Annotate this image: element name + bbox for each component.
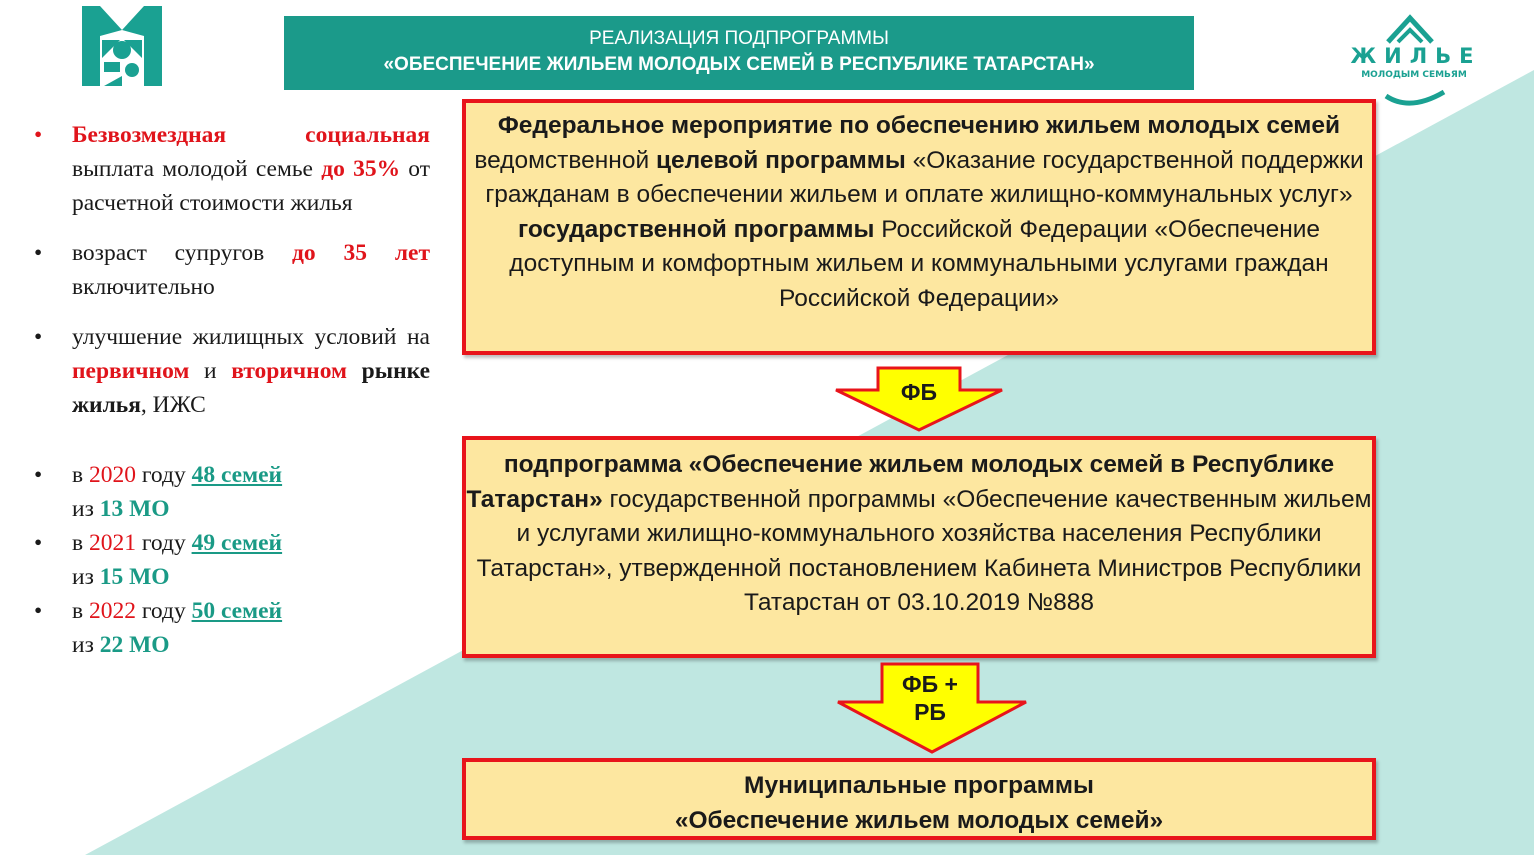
federal-program-box: Федеральное мероприятие по обеспечению жильем молодых семей ведомственной целевой программы «Оказание государственной поддержки гражданам в обеспечении жильем и оплате жилищно-коммунальных услуг» государственной программы Российской Федерации «Обеспечение доступным и комфортным жильем и коммунальными услугами граждан Российской Федерации» xyxy=(462,99,1376,355)
arrow-label-fb: ФБ xyxy=(900,379,938,405)
slide-header xyxy=(284,16,1194,90)
ministry-logo-icon xyxy=(82,6,162,86)
municipal-programs-box: Муниципальные программы «Обеспечение жильем молодых семей» xyxy=(462,758,1376,840)
bullet-marker: • xyxy=(34,324,43,350)
zhilie-logo xyxy=(1346,4,1486,112)
bullet-marker: • xyxy=(34,240,43,266)
bullet-marker: • xyxy=(34,530,43,556)
bullet-year-2022: • в 2022 году 50 семей из 22 МО xyxy=(30,594,430,662)
header-line-1: РЕАЛИЗАЦИЯ ПОДПРОГРАММЫ xyxy=(589,28,889,49)
logo-subtitle: МОЛОДЫМ СЕМЬЯМ xyxy=(1361,70,1467,80)
republic-subprogram-box: подпрограмма «Обеспечение жильем молодых семей в Республике Татарстан» государственной программы «Обеспечение качественным жильем и услугами жилищно-коммунального хозяйства населения Республики Татарстан», утвержденной постановлением Кабинета Министров Республики Татарстан от 03.10.2019 №888 xyxy=(462,436,1376,658)
arrow-label-fb-rb: ФБ + РБ xyxy=(902,671,958,725)
bullet-marker: • xyxy=(34,462,43,488)
bullet-housing-improvement: • улучшение жилищных условий на первичном и вторичном рынке жилья, ИЖС xyxy=(30,320,430,422)
logo-title: ЖИЛЬЕ xyxy=(1350,44,1482,68)
bullet-year-2021: • в 2021 году 49 семей из 15 МО xyxy=(30,526,430,594)
header-line-2: «ОБЕСПЕЧЕНИЕ ЖИЛЬЕМ МОЛОДЫХ СЕМЕЙ В РЕСПУБЛИКЕ ТАТАРСТАН» xyxy=(383,54,1095,75)
bullet-age: • возраст супругов до 35 лет включительно xyxy=(30,236,430,304)
bullet-marker: • xyxy=(34,598,43,624)
bullet-marker: • xyxy=(34,122,43,148)
bullet-year-2020: • в 2020 году 48 семей из 13 МО xyxy=(30,458,430,526)
bullet-social-payment: • Безвозмездная социальная выплата молодой семье до 35% от расчетной стоимости жилья xyxy=(30,118,430,220)
left-bullet-list xyxy=(30,114,430,662)
